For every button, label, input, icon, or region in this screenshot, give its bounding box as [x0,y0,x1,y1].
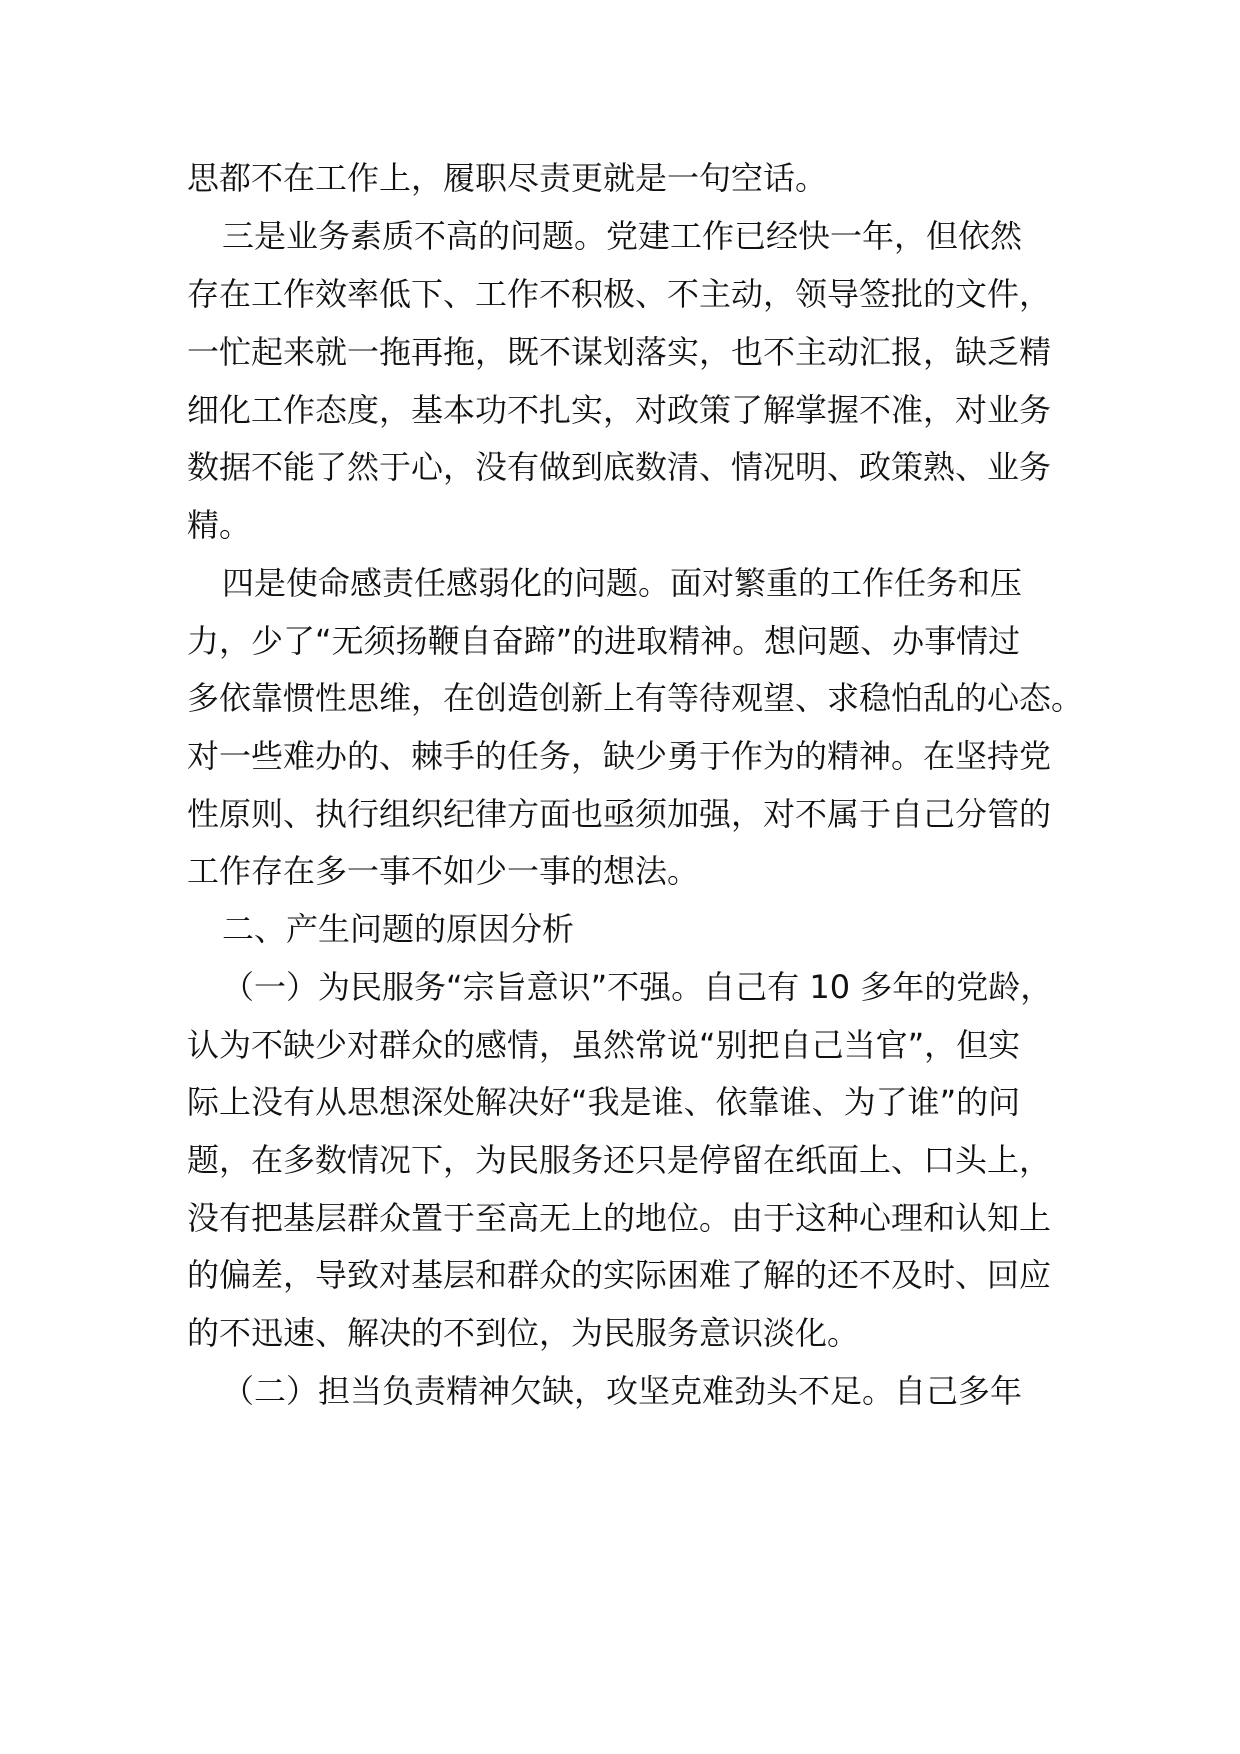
text-line: 数据不能了然于心，没有做到底数清、情况明、政策熟、业务 [187,448,1052,486]
text-line: 多依靠惯性思维，在创造创新上有等待观望、求稳怕乱的心态。 [187,679,1084,717]
text-line: 工作存在多一事不如少一事的想法。 [187,852,700,890]
text-line: 际上没有从思想深处解决好“我是谁、依靠谁、为了谁”的问 [187,1083,1021,1121]
text-line: 思都不在工作上，履职尽责更就是一句空话。 [187,159,828,197]
paragraph-start-line: 四是使命感责任感弱化的问题。面对繁重的工作任务和压 [222,564,1023,602]
text-line: 性原则、执行组织纪律方面也亟须加强，对不属于自己分管的 [187,795,1052,833]
text-line: 的偏差，导致对基层和群众的实际困难了解的还不及时、回应 [187,1256,1052,1294]
section-heading: 二、产生问题的原因分析 [222,910,575,948]
text-line: 存在工作效率低下、工作不积极、不主动，领导签批的文件， [187,275,1052,313]
paragraph-start-line: （二）担当负责精神欠缺，攻坚克难劲头不足。自己多年 [222,1372,1023,1410]
text-line: 精。 [187,506,252,544]
paragraph-start-line: （一）为民服务“宗旨意识”不强。自己有 10 多年的党龄， [222,968,1053,1006]
text-line: 对一些难办的、棘手的任务，缺少勇于作为的精神。在坚持党 [187,737,1052,775]
text-line: 题，在多数情况下，为民服务还只是停留在纸面上、口头上， [187,1141,1052,1179]
text-line: 细化工作态度，基本功不扎实，对政策了解掌握不准，对业务 [187,391,1052,429]
text-line: 一忙起来就一拖再拖，既不谋划落实，也不主动汇报，缺乏精 [187,333,1052,371]
text-line: 认为不缺少对群众的感情，虽然常说“别把自己当官”，但实 [187,1026,1021,1064]
text-line: 的不迅速、解决的不到位，为民服务意识淡化。 [187,1314,860,1352]
text-line: 力，少了“无须扬鞭自奋蹄”的进取精神。想问题、办事情过 [187,622,1021,660]
text-line: 没有把基层群众置于至高无上的地位。由于这种心理和认知上 [187,1199,1052,1237]
paragraph-start-line: 三是业务素质不高的问题。党建工作已经快一年，但依然 [222,217,1023,255]
